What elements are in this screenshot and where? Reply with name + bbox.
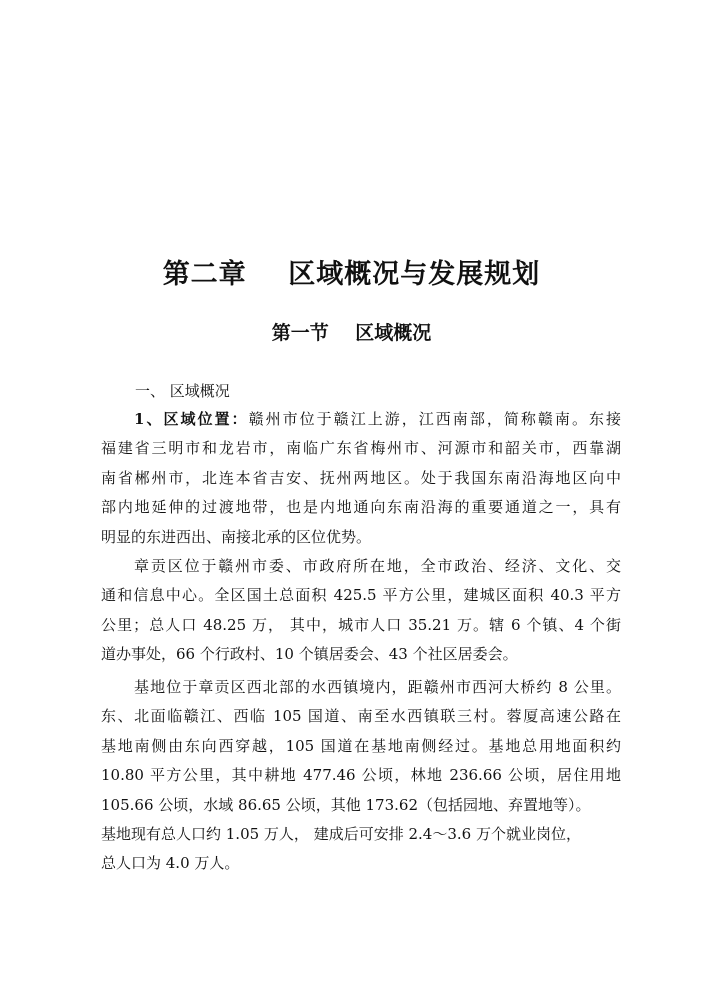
section-title: 第一节 区域概况 xyxy=(271,322,432,344)
paragraph-line: 章贡区位于赣州市委、市政府所在地，全市政治、经济、文化、交 xyxy=(134,557,621,575)
paragraph-line: 福建省三明市和龙岩市，南临广东省梅州市、河源市和韶关市，西靠湖 xyxy=(101,439,621,458)
paragraph-line: 基地南侧由东向西穿越，105 国道在基地南侧经过。基地总用地面积约 xyxy=(101,736,621,755)
paragraph-line: 通和信息中心。全区国土总面积 425.5 平方公里，建城区面积 40.3 平方 xyxy=(101,586,621,605)
paragraph-base xyxy=(101,673,621,879)
paragraph-line: 部内地延伸的过渡地带，也是内地通向东南沿海的重要通道之一，具有 xyxy=(101,498,621,517)
term-label: 1、区域位置： xyxy=(134,410,249,428)
paragraph-line: 东、北面临赣江、西临 105 国道、南至水西镇联三村。蓉厦高速公路在 xyxy=(101,707,621,726)
paragraph-line: 公里；总人口 48.25 万， 其中，城市人口 35.21 万。辖 6 个镇、4 个街 xyxy=(101,615,621,634)
paragraph-line: 南省郴州市，北连本省吉安、抚州两地区。处于我国东南沿海地区向中 xyxy=(101,468,621,487)
paragraph-district xyxy=(101,552,621,670)
paragraph-location xyxy=(101,405,621,552)
paragraph-line: 道办事处，66 个行政村、10 个镇居委会、43 个社区居委会。 xyxy=(101,645,518,664)
paragraph-line: 明显的东进西出、南接北承的区位优势。 xyxy=(101,527,372,546)
subheading: 一、 区域概况 xyxy=(135,382,230,400)
paragraph-line: 10.80 平方公里，其中耕地 477.46 公顷，林地 236.66 公顷，居住用地 xyxy=(101,766,621,785)
paragraph-line: 总人口为 4.0 万人。 xyxy=(101,854,240,873)
paragraph-line: 基地现有总人口约 1.05 万人， 建成后可安排 2.4～3.6 万个就业岗位， xyxy=(101,824,581,843)
chapter-title: 第二章 区域概况与发展规划 xyxy=(162,259,541,290)
paragraph-line: 基地位于章贡区西北部的水西镇境内，距赣州市西河大桥约 8 公里。 xyxy=(134,678,621,696)
paragraph-line: 105.66 公顷，水域 86.65 公顷，其他 173.62（包括园地、弃置地等）。 xyxy=(101,795,591,814)
paragraph-line: 1、区域位置：赣州市位于赣江上游，江西南部，简称赣南。东接 xyxy=(134,410,621,428)
